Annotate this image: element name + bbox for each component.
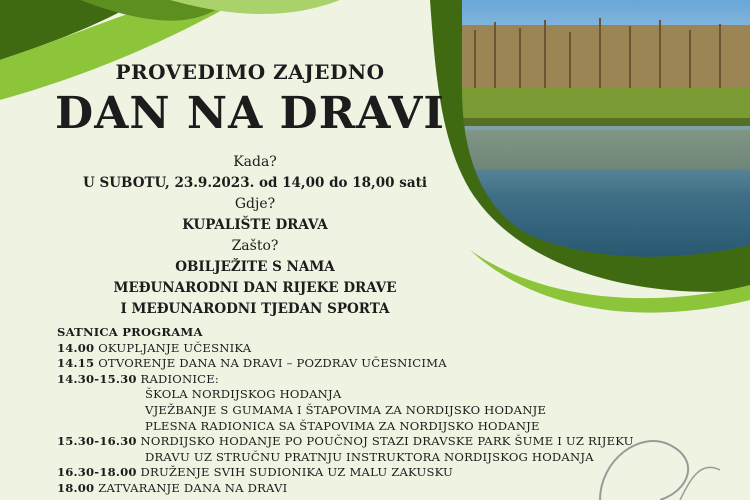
info-where-value: KUPALIŠTE DRAVA xyxy=(182,217,328,233)
info-where-label: Gdje? xyxy=(234,196,276,212)
program-text: NORDIJSKO HODANJE PO POUČNOJ STAZI DRAVSKE PARK ŠUME I UZ RIJEKU xyxy=(140,434,634,449)
program-schedule xyxy=(57,325,707,497)
program-time: 14.30-15.30 xyxy=(57,371,137,386)
info-where xyxy=(0,194,510,236)
program-time: 16.30-18.00 xyxy=(57,465,137,480)
program-item xyxy=(57,434,707,450)
info-why-line-2: MEĐUNARODNI DAN RIJEKE DRAVE xyxy=(113,280,397,296)
program-item xyxy=(57,372,707,388)
info-when-label: Kada? xyxy=(233,154,277,170)
program-subitem: ŠKOLA NORDIJSKOG HODANJA xyxy=(145,387,342,402)
info-when xyxy=(0,152,510,194)
program-item xyxy=(57,356,707,372)
program-subitem: VJEŽBANJE S GUMAMA I ŠTAPOVIMA ZA NORDIJSKO HODANJE xyxy=(145,402,547,417)
event-title: DAN NA DRAVI xyxy=(55,88,445,139)
program-item xyxy=(57,465,707,481)
program-subitem: PLESNA RADIONICA SA ŠTAPOVIMA ZA NORDIJSKO HODANJE xyxy=(145,418,540,433)
program-text: OKUPLJANJE UČESNIKA xyxy=(98,340,252,355)
info-when-value: U SUBOTU, 23.9.2023. od 14,00 do 18,00 sati xyxy=(83,175,427,191)
info-why-label: Zašto? xyxy=(231,238,279,254)
program-heading: SATNICA PROGRAMA xyxy=(57,325,203,339)
program-text: ZATVARANJE DANA NA DRAVI xyxy=(98,480,288,495)
program-text: DRUŽENJE SVIH SUDIONIKA UZ MALU ZAKUSKU xyxy=(140,465,454,480)
info-why-line-3: I MEĐUNARODNI TJEDAN SPORTA xyxy=(120,301,390,317)
info-why-line-1: OBILJEŽITE S NAMA xyxy=(175,259,335,275)
program-time: 15.30-16.30 xyxy=(57,434,137,449)
program-item xyxy=(57,341,707,357)
program-text: RADIONICE: xyxy=(140,371,219,386)
program-time: 14.00 xyxy=(57,340,95,355)
program-text: OTVORENJE DANA NA DRAVI – POZDRAV UČESNICIMA xyxy=(98,356,447,371)
program-subitem: DRAVU UZ STRUČNU PRATNJU INSTRUKTORA NORDIJSKOG HODANJA xyxy=(145,449,594,464)
event-subtitle: PROVEDIMO ZAJEDNO xyxy=(115,60,385,84)
program-time: 14.15 xyxy=(57,356,95,371)
program-time: 18.00 xyxy=(57,480,95,495)
program-item xyxy=(57,481,707,497)
info-why xyxy=(0,236,510,320)
